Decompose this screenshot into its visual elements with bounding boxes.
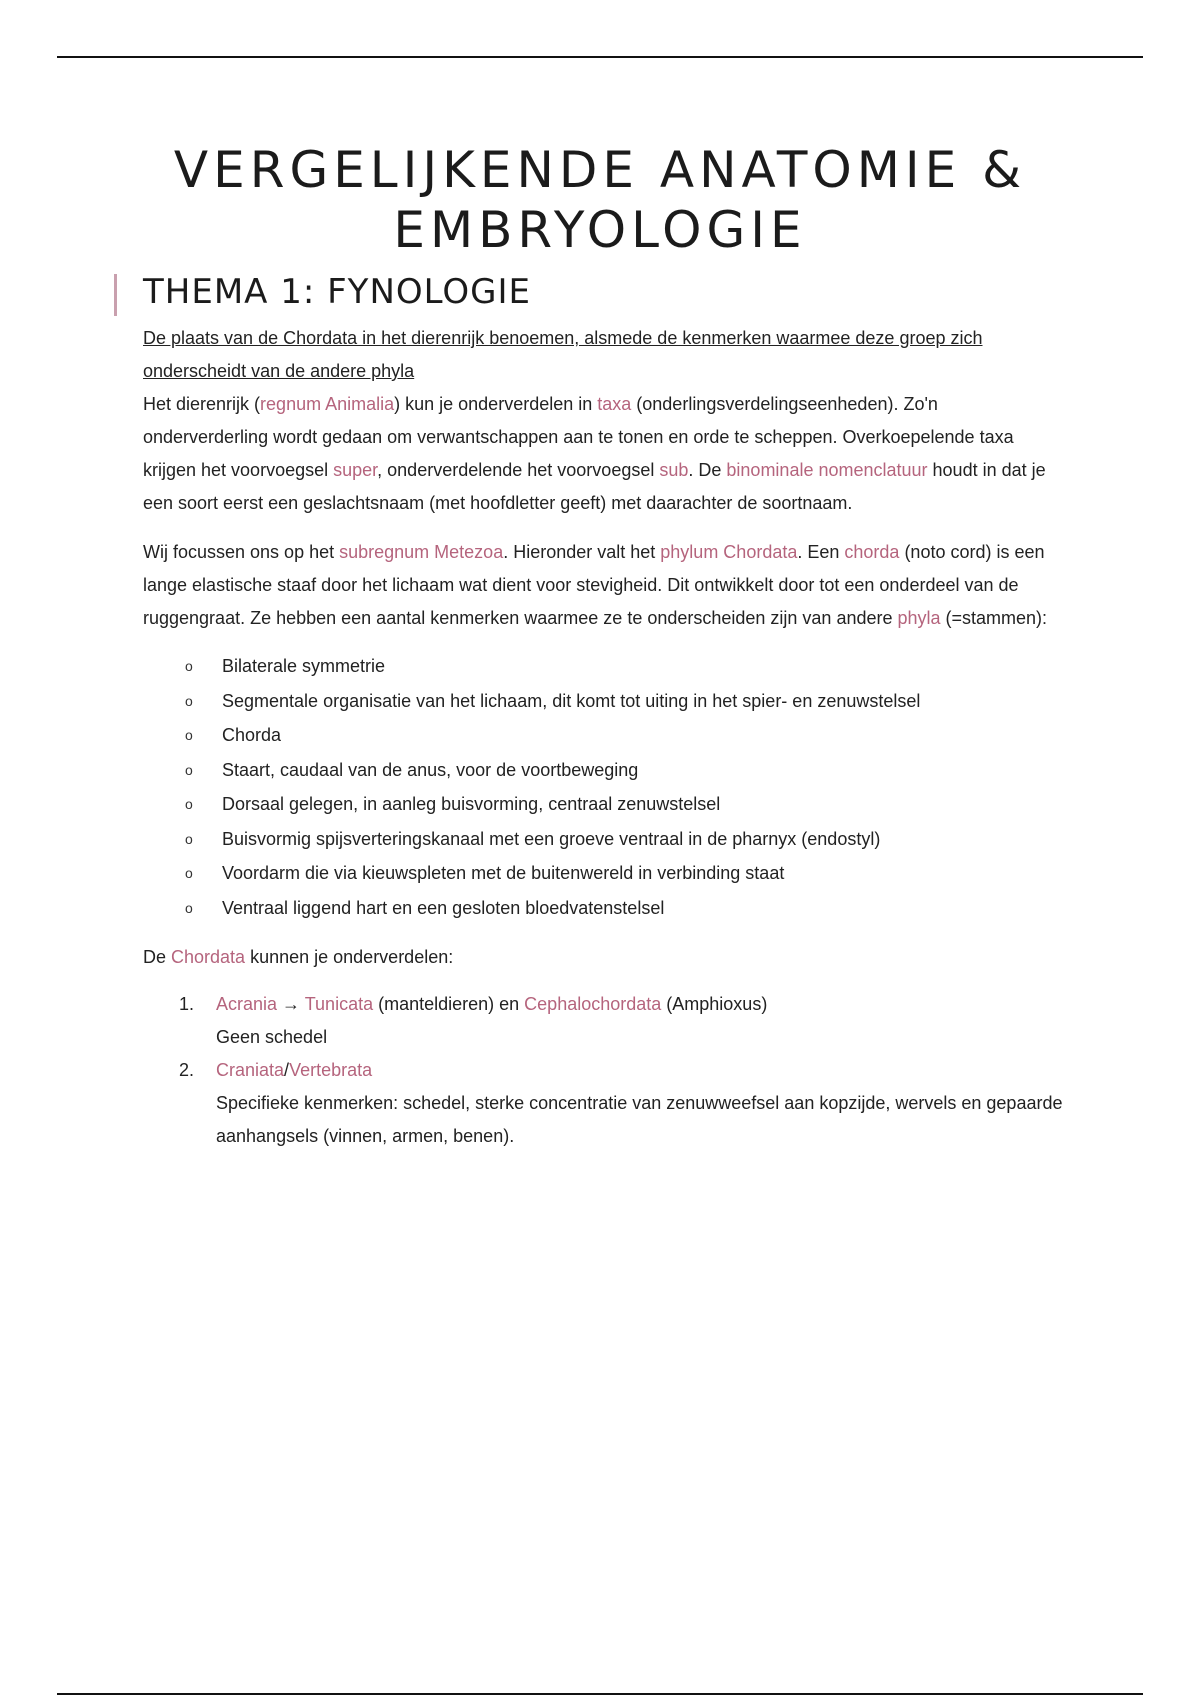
term-regnum-animalia: regnum Animalia — [260, 394, 395, 414]
document-title — [0, 140, 1200, 260]
circle-bullet-icon: o — [185, 899, 193, 916]
list-item-text: Staart, caudaal van de anus, voor de voortbeweging — [222, 759, 639, 780]
group-line — [216, 988, 1063, 1021]
circle-bullet-icon: o — [185, 658, 193, 674]
list-number: 1. — [179, 994, 195, 1014]
list-item-text: Chorda — [222, 725, 282, 745]
term-acrania: Acrania — [216, 994, 278, 1014]
learning-objective: De plaats van de Chordata in het dierenrijk benoemen, alsmede de kenmerken waarmee deze groep zich onderscheidt van de andere phyla — [143, 328, 983, 381]
list-item — [143, 684, 1063, 719]
arrow-right-icon: → — [277, 994, 305, 1014]
list-item — [143, 753, 1063, 788]
list-item-text: Voordarm die via kieuwspleten met de buitenwereld in verbinding staat — [222, 863, 785, 883]
heading-accent-bar — [114, 274, 117, 316]
document-body — [143, 322, 1063, 1153]
list-item-text: Dorsaal gelegen, in aanleg buisvorming, centraal zenuwstelsel — [222, 794, 721, 814]
text-run: Wij focussen ons op het — [143, 542, 340, 562]
list-item-text: Bilaterale symmetrie — [222, 656, 386, 676]
title-line-2: EMBRYOLOGIE — [393, 201, 807, 259]
term-tunicata: Tunicata — [304, 994, 374, 1014]
text-run: (=stammen): — [940, 608, 1048, 628]
text-run: . De — [688, 460, 727, 480]
list-item-text: Buisvormig spijsverteringskanaal met een groeve ventraal in de pharnyx (endostyl) — [222, 828, 881, 849]
circle-bullet-icon: o — [185, 830, 193, 847]
top-rule — [57, 56, 1143, 58]
paragraph-taxonomy — [143, 388, 1063, 520]
list-item — [143, 649, 1063, 684]
text-run: . Een — [797, 542, 845, 562]
list-item — [143, 891, 1063, 926]
list-number: 2. — [179, 1060, 195, 1080]
list-item — [143, 787, 1063, 822]
list-item — [143, 718, 1063, 753]
group-description: Geen schedel — [216, 1027, 328, 1047]
term-binominale-nomenclatuur: binominale nomenclatuur — [726, 460, 928, 480]
paragraph-subdivision — [143, 941, 1063, 974]
list-item-text: Segmentale organisatie van het lichaam, dit komt tot uiting in het spier- en zenuwstelsel — [222, 690, 921, 711]
term-subregnum-metezoa: subregnum Metezoa — [339, 542, 504, 562]
text-run: ) kun je onderverdelen in — [394, 394, 598, 414]
text-run: Het dierenrijk ( — [143, 394, 261, 414]
term-super: super — [333, 460, 378, 480]
term-craniata: Craniata — [216, 1060, 285, 1080]
bottom-rule — [57, 1693, 1143, 1695]
term-chorda: chorda — [844, 542, 900, 562]
group-item-craniata — [143, 1054, 1063, 1153]
list-item-text: Ventraal liggend hart en een gesloten bloedvatenstelsel — [222, 897, 665, 918]
term-phylum-chordata: phylum Chordata — [660, 542, 798, 562]
circle-bullet-icon: o — [185, 865, 193, 881]
circle-bullet-icon: o — [185, 692, 193, 709]
text-run: , onderverdelende het voorvoegsel — [377, 460, 660, 480]
text-run: / — [284, 1060, 290, 1080]
circle-bullet-icon: o — [185, 796, 193, 812]
chordata-groups-list — [143, 988, 1063, 1153]
group-description: Specifieke kenmerken: schedel, sterke concentratie van zenuwweefsel aan kopzijde, wervels en gepaarde aanhangsels (vinnen, armen, benen). — [216, 1093, 1063, 1146]
section-heading: THEMA 1: FYNOLOGIE — [143, 272, 531, 312]
term-cephalochordata: Cephalochordata — [524, 994, 662, 1014]
text-run: (manteldieren) en — [373, 994, 525, 1014]
paragraph-chordata — [143, 536, 1063, 635]
term-vertebrata: Vertebrata — [289, 1060, 373, 1080]
text-run: houdt in dat je een soort eerst een geslachtsnaam (met hoofdletter geeft) met daarachter de soortnaam. — [143, 460, 1046, 513]
list-item — [143, 822, 1063, 857]
term-phyla: phyla — [897, 608, 941, 628]
text-run: (Amphioxus) — [661, 994, 768, 1014]
circle-bullet-icon: o — [185, 727, 193, 743]
text-run: De — [143, 947, 172, 967]
characteristics-list — [143, 649, 1063, 925]
list-item — [143, 856, 1063, 891]
group-line — [216, 1054, 1063, 1087]
term-taxa: taxa — [597, 394, 632, 414]
text-run: kunnen je onderverdelen: — [245, 947, 454, 967]
text-run: (noto cord) is een lange elastische staaf door het lichaam wat dient voor stevigheid. Dit ontwikkelt door tot een onderdeel van de ruggengraat. Ze hebben een aantal kenmerken waarmee ze te onderscheiden zijn van andere — [143, 542, 1045, 628]
text-run: (onderlingsverdelingseenheden). Zo'n onderverderling wordt gedaan om verwantschappen aan te tonen en orde te scheppen. Overkoepelende taxa krijgen het voorvoegsel — [143, 394, 1014, 480]
group-item-acrania — [143, 988, 1063, 1054]
term-chordata: Chordata — [171, 947, 246, 967]
term-sub: sub — [659, 460, 689, 480]
title-line-1: VERGELIJKENDE ANATOMIE & — [173, 141, 1027, 199]
circle-bullet-icon: o — [185, 761, 193, 778]
text-run: . Hieronder valt het — [503, 542, 661, 562]
